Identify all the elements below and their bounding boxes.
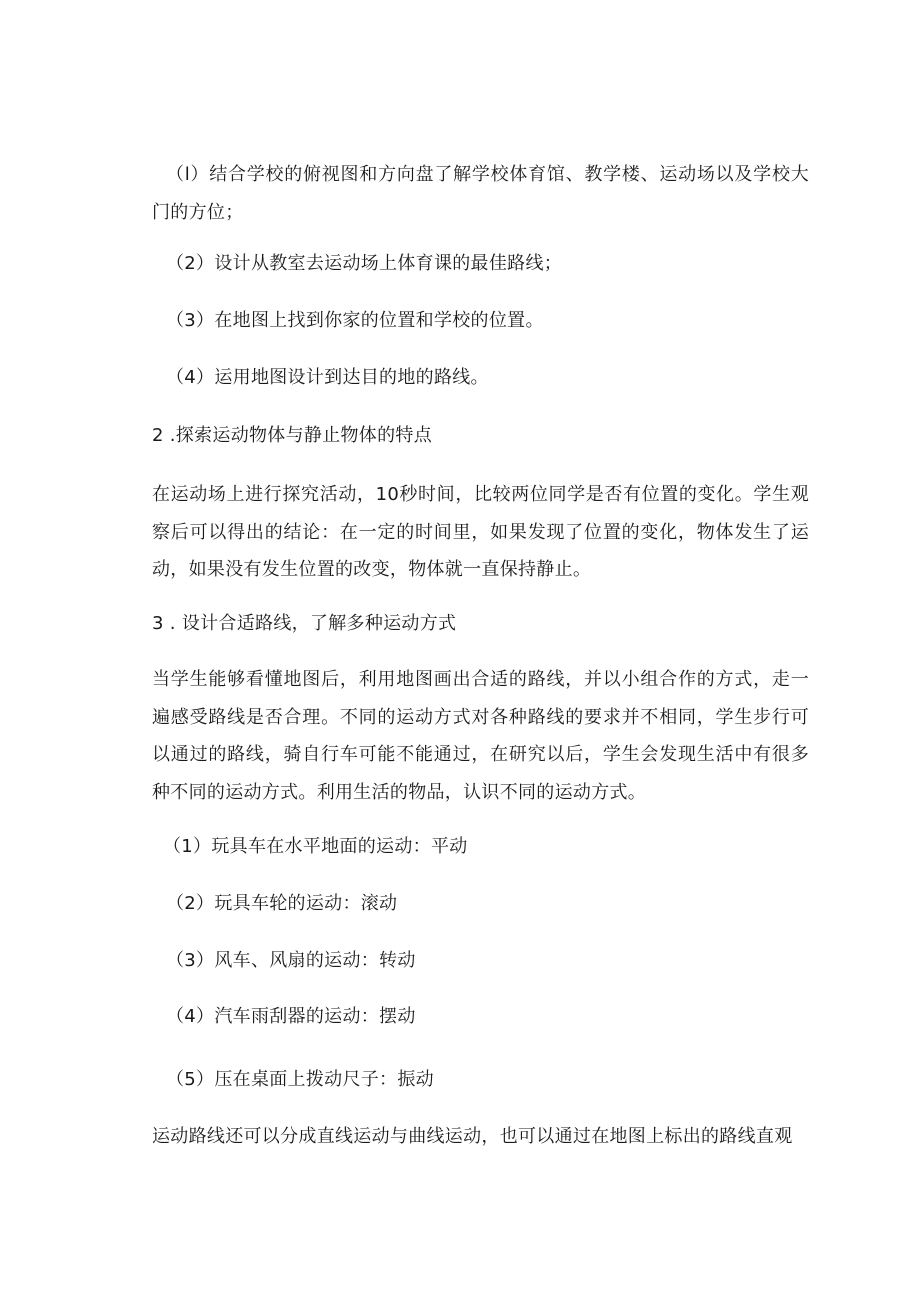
list-item-map-route: （4）运用地图设计到达目的地的路线。 (166, 367, 489, 388)
list-item-swing: （4）汽车雨刮器的运动：摆动 (166, 1006, 416, 1027)
list-item-find-home-school: （3）在地图上找到你家的位置和学校的位置。 (166, 310, 544, 331)
list-item-rotation: （3）风车、风扇的运动：转动 (166, 950, 416, 971)
section-heading-2: 2 .探索运动物体与静止物体的特点 (152, 425, 432, 446)
section-2-paragraph: 在运动场上进行探究活动，10秒时间，比较两位同学是否有位置的变化。学生观察后可以得出的结论：在一定的时间里，如果发现了位置的变化，物体发生了运动，如果没有发生位置的改变，物体就一直保持静止。 (152, 484, 809, 580)
section-heading-3: 3 . 设计合适路线，了解多种运动方式 (152, 613, 457, 634)
list-item-translation: （1）玩具车在水平地面的运动：平动 (163, 836, 468, 857)
closing-paragraph: 运动路线还可以分成直线运动与曲线运动，也可以通过在地图上标出的路线直观 (152, 1126, 793, 1147)
list-item-vibration: （5）压在桌面上拨动尺子：振动 (166, 1069, 434, 1090)
list-item-school-directions: （l）结合学校的俯视图和方向盘了解学校体育馆、教学楼、运动场以及学校大门的方位； (152, 164, 809, 223)
section-3-paragraph: 当学生能够看懂地图后，利用地图画出合适的路线，并以小组合作的方式，走一遍感受路线是否合理。不同的运动方式对各种路线的要求并不相同，学生步行可以通过的路线，骑自行车可能不能通过，在研究以后，学生会发现生活中有很多种不同的运动方式。利用生活的物品，认识不同的运动方式。 (152, 669, 809, 803)
list-item-best-route: （2）设计从教室去运动场上体育课的最佳路线； (166, 253, 563, 274)
list-item-rolling: （2）玩具车轮的运动：滚动 (166, 893, 398, 914)
